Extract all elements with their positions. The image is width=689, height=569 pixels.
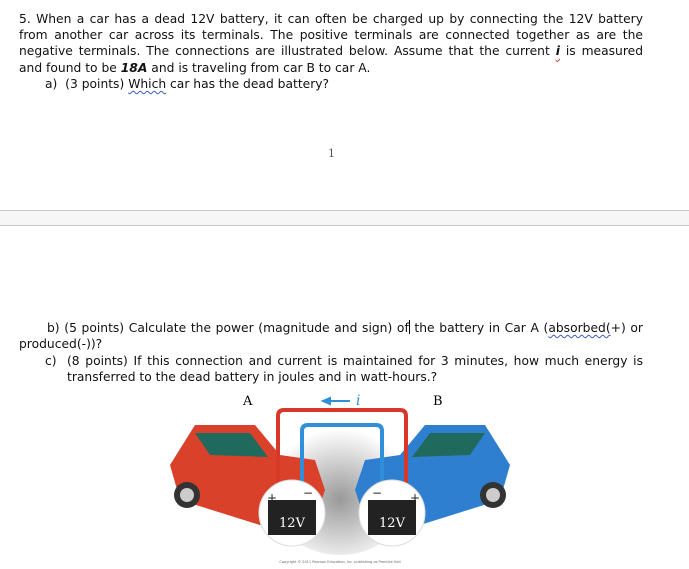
- page-break-gap: [0, 210, 689, 226]
- part-c-label: c): [45, 354, 57, 368]
- part-b-text1: (5 points) Calculate the power (magnitude and sign) of: [64, 321, 409, 335]
- intro-end: and is traveling from car B to car A.: [147, 60, 371, 75]
- part-b-text3: +) or produced(-))?: [19, 321, 643, 352]
- part-a-points: (3 points): [65, 77, 125, 91]
- battery-a-label: 12V: [279, 516, 305, 531]
- part-b-absorbed: absorbed(: [548, 321, 611, 335]
- car-a-label: A: [243, 394, 253, 409]
- battery-a: [259, 480, 325, 546]
- battery-a-plus: +: [267, 491, 278, 505]
- part-c: (8 points) If this connection and current is maintained for 3 minutes, how much energy is transferred to the dead battery in joules and in watt-hours.?: [67, 354, 643, 385]
- current-label: i: [356, 393, 361, 409]
- part-a: [45, 76, 329, 92]
- battery-b-minus: −: [372, 486, 383, 500]
- part-a-which: Which: [128, 77, 167, 91]
- part-b: [19, 320, 643, 352]
- part-b-label: b): [47, 321, 60, 335]
- part-a-text: car has the dead battery?: [166, 77, 330, 91]
- part-a-label: a): [45, 77, 58, 91]
- page-number: 1: [328, 147, 335, 160]
- current-symbol: i: [555, 44, 560, 59]
- intro-mid: is measured and found to be: [19, 44, 644, 75]
- question-intro: [19, 11, 643, 76]
- copyright: Copyright © 2011 Pearson Education, Inc. publishing as Prentice Hall: [279, 560, 401, 564]
- intro-text: When a car has a dead 12V battery, it can often be charged up by connecting the 12V battery from another car across its terminals. The positive terminals are connected together as are the negative terminals. The connections are illustrated below. Assume that the current: [19, 12, 643, 59]
- battery-a-minus: −: [303, 486, 314, 500]
- jumper-cable-figure: [140, 385, 540, 565]
- part-b-text2: the battery in Car A (: [409, 321, 549, 335]
- battery-b-plus: +: [410, 491, 421, 505]
- battery-b: [359, 480, 425, 546]
- current-value: 18A: [120, 60, 148, 75]
- battery-b-label: 12V: [379, 516, 405, 531]
- question-number: 5.: [19, 12, 31, 26]
- car-b-label: B: [433, 394, 443, 409]
- current-arrow-icon: [323, 398, 350, 404]
